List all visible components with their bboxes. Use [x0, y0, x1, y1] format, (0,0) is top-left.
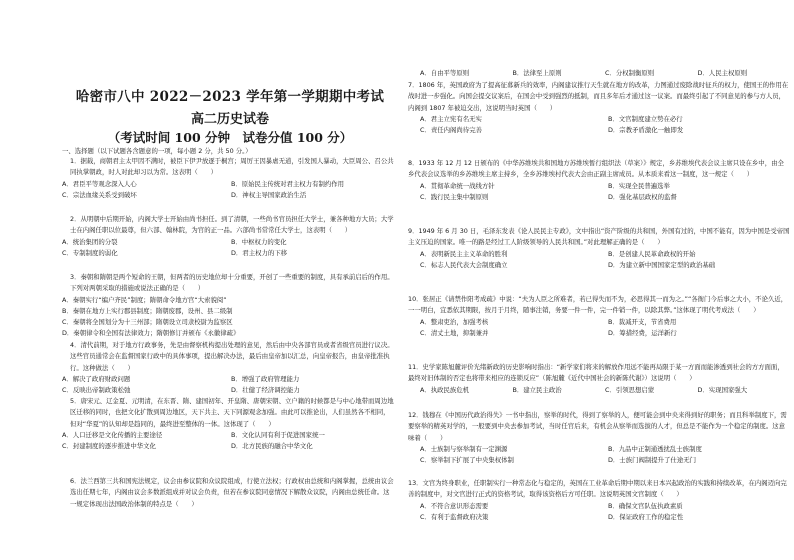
q7-option-a: A．君主立宪有名无实: [420, 114, 482, 123]
exam-title: 哈密市八中 2022－2023 学年第一学期期中考试: [75, 89, 385, 105]
q12-option-d: D．士族门阀制提升了仕途无门: [608, 456, 696, 465]
question-5: 5．唐宋元、辽金夏、元明清，在东晋、隋、建国初年、开皇隋、唐朝宋朝、立户籍的时候都是与中心地带而周边地区迁移的同时，也把文化扩散到周边地区，天下共主、天下同源观念加强。由此可以推论出，人们虽然各不相同，但对“华夏”的认知却是趋同的，最终进至整体的一体。这体现了（ ） A．人口迁移是文化传播的主要途径 B．文化认同有利于促进国家统一 C．封建制度的逐步推进中华文化 D．北方民族的融合中华文化: [62, 396, 394, 452]
q7-option-b: B．文官制度建立势在必行: [608, 114, 683, 123]
q13-option-b: B．确保文官队伍执政素质: [608, 501, 683, 510]
q3-option-b: B．秦朝在地方上实行郡县制度；隋朝废郡，设州、县二级制: [62, 306, 233, 315]
q12-option-c: C．察举制下扩展了中央集权体制: [420, 456, 514, 465]
q8-option-d: D．强化基层政权的监督: [608, 192, 677, 201]
question-9: 9．1949 年 6 月 30 日，毛泽东发表《论人民民主专政》，文中指出“资产阶级的共和国，外国有过的，中国不能有，因为中国是受帝国主义压迫的国家。唯一的路是经过工人阶级领导的人民共和国。”对此理解正确的是（ ） A．表明新民主主义革命的胜利 B．是创建人民革命政权的开始 C．标志人民代表大会制度确立 D．为建立新中国国家定型的政治基础: [400, 226, 790, 271]
q11-option-c: C．引领思想启蒙: [605, 385, 655, 394]
q10-option-a: A．整肃吏治，加强考核: [420, 317, 489, 326]
question-10: 10．张居正《请禁作阳考成疏》中说：“夫为人臣之所难者，若已得失而不为，必思得其一而为之。”“各衙门今后事之大小，不论久近，一一明白，宜悉依其期限，按月于月终，随事注销，务要一件一件，完一件销一件，以除其弊。”这体现了明代考成法（ ） A．整肃吏治，加强考核 B．裁减开支，节省费用 C．清丈土地，抑制兼并 D．筹措经费，运洋新行: [400, 294, 790, 339]
question-3: 3．秦朝和隋朝是两个短命的王朝，但两者的历史地位却十分重要，开创了一些重要的制度，具有承前启后的作用。下列对两朝采取的措施或说法正确的是（ ） A．秦朝实行“编户齐民”制度；隋朝命令地方官“大索貌阅” B．秦朝在地方上实行郡县制度；隋朝废郡，设州、县二级制 C．秦朝将全国划分为十三州部；隋朝设立司隶校尉为监察区 D．秦朝律令和全国有法律效力；隋朝修订并颁布《永徽律疏》: [62, 272, 394, 340]
q6-option-b: B．法律至上原则: [512, 69, 562, 77]
question-11: 11．史学家陈旭麓评价光绪新政的历史影响时指出：“新学家们将来的解放作用远不能再局限于某一方面而能渗透到社会的方方面面，最终对旧体制的否定也将带来相应的连锁反应”（陈旭麓《近代中国社会的新陈代谢》）这说明（ ） A．执政民族危机 B．建立民主政治 C．引领思想启蒙 D．实现国家强大: [400, 362, 790, 396]
q2-option-c: C．专制制度的弱化: [62, 248, 118, 257]
q5-option-c: C．封建制度的逐步推进中华文化: [62, 442, 156, 451]
section-heading: 一、选择题（以下试题各含题意的一项，每小题 2 分，共 50 分。）: [62, 147, 252, 155]
q10-option-c: C．清丈土地，抑制兼并: [420, 328, 489, 337]
q7-option-c: C．责任内阁尚待完善: [420, 126, 482, 135]
q9-option-c: C．标志人民代表大会制度确立: [420, 260, 508, 269]
q11-option-a: A．执政民族危机: [420, 385, 470, 394]
q6-option-a: A．自由平等原则: [420, 69, 470, 77]
q8-option-a: A．贯彻革命统一战线方针: [420, 181, 495, 190]
q1-option-b: B．原始民主传统对君主权力有制约作用: [231, 179, 345, 188]
q3-option-c: C．秦朝将全国划分为十三州部；隋朝设立司隶校尉为监察区: [62, 318, 233, 327]
question-6-options: [400, 68, 790, 79]
exam-info: （考试时间 100 分钟 试卷分值 100 分）: [107, 130, 353, 145]
q8-option-b: B．实现全民普遍选举: [608, 181, 670, 190]
q2-option-a: A．统治集团的分裂: [62, 237, 118, 246]
q6-option-d: D．人民主权原则: [697, 69, 748, 77]
question-13: 13．文官为终身职业，任职制实行一种常态化与稳定的，英国在工业革命后期中期以来日本兴起政治的实践和持续改革，在内阁迈向完善的制度中，对文官进行正式的资格考试，取得该资格后方可任职。这说明英国文官制度（ ） A．不符合意识形态需要 B．确保文官队伍执政素质 C．有利于监督政府决策 D．保证政府工作的稳定性: [400, 478, 790, 523]
q9-option-a: A．表明新民主主义革命的胜利: [420, 249, 508, 258]
q11-option-b: B．建立民主政治: [512, 385, 562, 394]
q13-option-c: C．有利于监督政府决策: [420, 512, 489, 521]
q2-option-b: B．中枢权力的变化: [231, 237, 287, 246]
q4-option-a: A．解决了政府财政问题: [62, 374, 131, 383]
q1-option-c: C．宗法血缘关系受到破坏: [62, 190, 137, 199]
q10-option-d: D．筹措经费，运洋新行: [608, 328, 677, 337]
q9-option-d: D．为建立新中国国家定型的政治基础: [608, 260, 716, 269]
question-2: 2．从明朝中后期开始，内阁大学士开始由尚书担任。到了清朝，一些尚书官员担任大学士，兼各种地方大员；大学士在内阁任职以位最尊，但六部、翰林院，为官的正一品。六部尚书常常任大学士，这表明（ ） A．统治集团的分裂 B．中枢权力的变化 C．专制制度的弱化 D．君主权力的下移: [62, 214, 394, 259]
question-4: 4．清代前期，对于地方行政事务，先是由督察机构提出处理的意见，然后由中央各部官员或者省级官员进行议决。这些官员通常会在监督国家行政中的具体事项，提出解决办法，最后由皇帝加以汇总，向皇帝报告，由皇帝批准执行。这种做法（ ） A．解决了政府财政问题 B．增强了政府管理能力 C．反映出帝制政策松弛 D．壮健了经济调控能力: [62, 340, 394, 396]
q2-option-d: D．君主权力的下移: [231, 248, 288, 257]
q4-option-c: C．反映出帝制政策松弛: [62, 386, 131, 395]
question-8: 8．1933 年 12 月 12 日颁布的《中华苏维埃共和国地方苏维埃暂行组织法（草案）》规定，乡苏维埃代表会议主席只设在乡中，由全乡代表会议选举的乡苏维埃主席主持乡，全乡苏维埃村代表大会由正副主席成员。从本质来看这一制度，这一规定（ ） A．贯彻革命统一战线方针 B．实现全民普遍选举 C．践行民主集中制原则 D．强化基层政权的监督: [400, 158, 790, 203]
exam-subtitle: 高二历史试卷: [190, 112, 269, 127]
q6-option-c: C．分权制衡原则: [605, 69, 655, 77]
question-12: 12．钱穆在《中国历代政治得失》一书中指出，察举的时代，得到了察举的人，便可能会到中央来得到好的职务；而且科举制度下，需要察举的精英对学的，一般要到中央去参加考试，当时任官后来，有机会从察举而选拔的人才，但总是不能作为一个稳定的制度。这意味着（ ） A．士族制与察举制有一定渊源 B．九品中正制通透扰乱士族制度 C．察举制下扩展了中央集权体制 D．士族门阀制提升了仕途无门: [400, 410, 790, 466]
q1-option-d: D．神权主导国家政治生活: [231, 190, 307, 199]
q13-option-a: A．不符合意识形态需要: [420, 501, 489, 510]
q5-option-d: D．北方民族的融合中华文化: [231, 442, 313, 451]
question-7: 7．1806 年，英国政府为了提高征募新兵的效率，内阁建议推行天生就在地方的改革，力图通过废除战时征兵的权力，使国王的作用在战时进一步强化。向国会提交议案后，在国会中受到强烈的抵制，而且多年后才通过这一议案。而最终引起了不同意见的参与方人员，内阁到 1807 年被迫交出，这说明当时英国（ ） A．君主立宪有名无实 B．文官制度建立势在必行 C．责任内阁尚待完善 D．宗教矛盾激化一触即发: [400, 80, 790, 136]
q4-option-d: D．壮健了经济调控能力: [231, 386, 300, 395]
q4-option-b: B．增强了政府管理能力: [231, 374, 300, 383]
q3-option-a: A．秦朝实行“编户齐民”制度；隋朝命令地方官“大索貌阅”: [62, 295, 227, 304]
q8-option-c: C．践行民主集中制原则: [420, 192, 489, 201]
q13-option-d: D．保证政府工作的稳定性: [608, 512, 684, 521]
q1-option-a: A．君臣平等观念深入人心: [62, 179, 137, 188]
q5-option-b: B．文化认同有利于促进国家统一: [231, 430, 325, 439]
question-6: 6．法兰西第三共和国宪法规定，议会由参议院和众议院组成，行使立法权；行政权由总统和内阁掌握，总统由议会选出任期七年，内阁由议会多数派组成并对议会负责，但若在参议院同意情况下解散众议院，内阁由总统任命。这一规定体现出法国政治体制的特点是（ ）: [70, 477, 394, 508]
q11-option-d: D．实现国家强大: [697, 385, 748, 394]
q12-option-b: B．九品中正制通透扰乱士族制度: [608, 444, 702, 453]
q3-option-d: D．秦朝律令和全国有法律效力；隋朝修订并颁布《永徽律疏》: [62, 329, 240, 338]
q10-option-b: B．裁减开支，节省费用: [608, 317, 677, 326]
q5-option-a: A．人口迁移是文化传播的主要途径: [62, 430, 163, 439]
question-1: 1．据载，商朝君主太甲因不满时，被臣下伊尹放逐于桐宫；周厉王因暴虐无道，引发国人暴动，大臣周公、召公共同执掌朝政，时人对此却习以为常。这表明（ ） A．君臣平等观念深入人心 B．原始民主传统对君主权力有制约作用 C．宗法血缘关系受到破坏 D．神权主导国家政治生活: [62, 156, 394, 201]
q9-option-b: B．是创建人民革命政权的开始: [608, 249, 696, 258]
q7-option-d: D．宗教矛盾激化一触即发: [608, 126, 684, 135]
q12-option-a: A．士族制与察举制有一定渊源: [420, 444, 508, 453]
